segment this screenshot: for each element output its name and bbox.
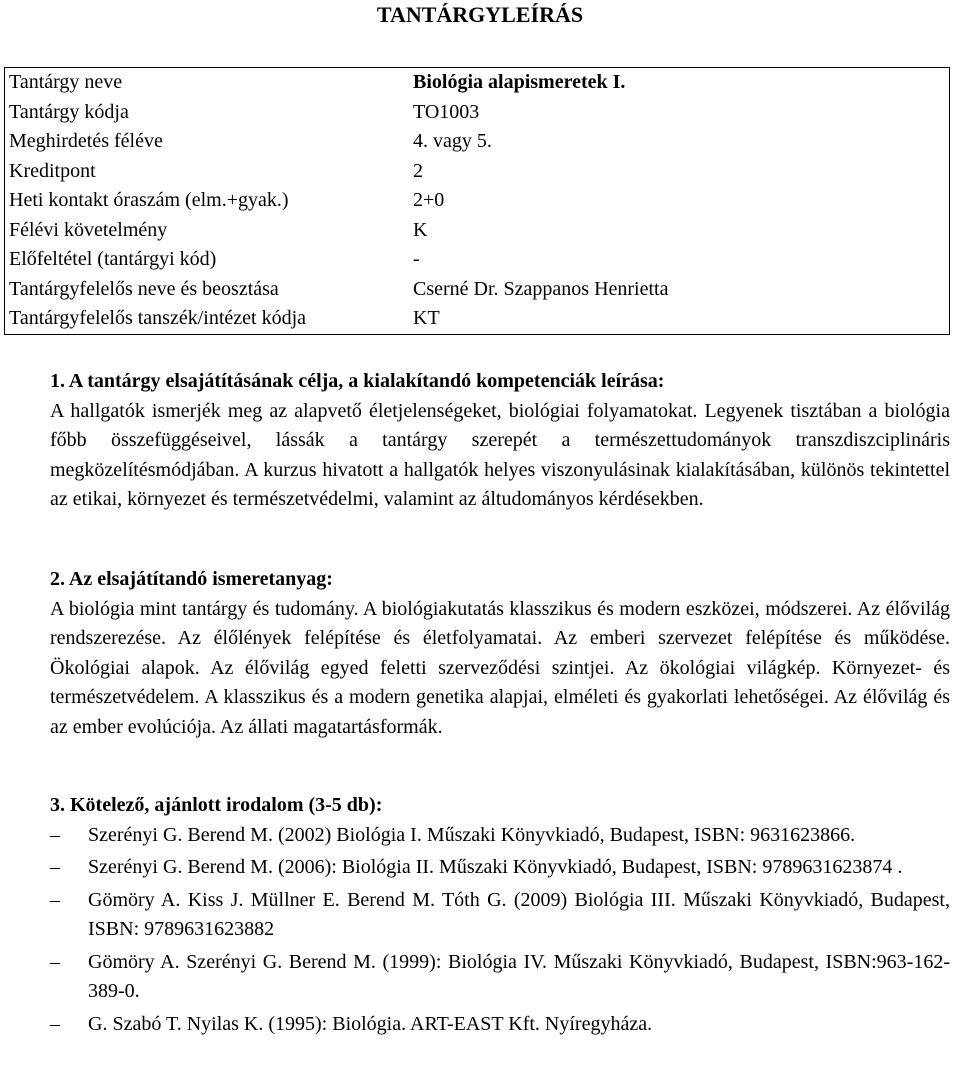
section-heading: 2. Az elsajátítandó ismeretanyag:: [50, 568, 333, 590]
section-heading: 1. A tantárgy elsajátításának célja, a kialakítandó kompetenciák leírása:: [50, 370, 665, 392]
reference-text: Gömöry A. Szerényi G. Berend M. (1999): Biológia IV. Műszaki Könyvkiadó, Budapest, ISBN:963-162-389-0.: [88, 950, 950, 1002]
list-item: [50, 886, 950, 945]
dash-bullet: –: [50, 823, 60, 846]
info-row: [5, 216, 950, 246]
list-item: [50, 948, 950, 1007]
info-row: [5, 245, 950, 275]
info-label: Tantárgy kódja: [9, 100, 129, 123]
course-info-table: [4, 67, 950, 335]
list-item: [50, 853, 950, 883]
dash-bullet: –: [50, 950, 60, 973]
reference-text: G. Szabó T. Nyilas K. (1995): Biológia. ART-EAST Kft. Nyíregyháza.: [88, 1012, 653, 1035]
info-row: [5, 68, 950, 98]
dash-bullet: –: [50, 1012, 60, 1035]
info-value: Biológia alapismeretek I.: [413, 71, 626, 93]
section-text: A biológia mint tantárgy és tudomány. A biológiakutatás klasszikus és modern eszközei, módszerei. Az élővilág rendszerezése. Az élőlények felépítése és életfolyamatai. Az emberi szervezet felépítése és működése. Ökológiai alapok. Az élővilág egyed feletti szerveződési szintjei. Az ökológiai világkép. Környezet- és természetvédelem. A klasszikus és a modern genetika alapjai, elméleti és gyakorlati lehetőségei. Az élővilág és az ember evolúciója. Az állati magatartásformák.: [50, 597, 950, 738]
info-label: Heti kontakt óraszám (elm.+gyak.): [9, 189, 289, 211]
info-label: Előfeltétel (tantárgyi kód): [9, 248, 217, 270]
reference-text: Szerényi G. Berend M. (2006): Biológia II. Műszaki Könyvkiadó, Budapest, ISBN: 9789631623874 .: [88, 856, 903, 878]
section-content: [50, 565, 950, 742]
info-label: Tantárgyfelelős tanszék/intézet kódja: [9, 307, 307, 329]
reference-text: Szerényi G. Berend M. (2002) Biológia I. Műszaki Könyvkiadó, Budapest, ISBN: 9631623866.: [88, 823, 856, 846]
info-label: Tantárgy neve: [9, 71, 123, 93]
dash-bullet: –: [50, 888, 60, 911]
section-aims: [50, 367, 950, 515]
info-row: [5, 304, 950, 334]
info-label: Tantárgyfelelős neve és beosztása: [9, 277, 279, 300]
info-row: [5, 98, 950, 128]
list-item: [50, 821, 950, 851]
reference-text: Gömöry A. Kiss J. Müllner E. Berend M. Tóth G. (2009) Biológia III. Műszaki Könyvkiadó, Budapest, ISBN: 9789631623882: [88, 888, 950, 940]
info-label: Kreditpont: [9, 159, 96, 182]
info-row: [5, 157, 950, 187]
section-text: A hallgatók ismerjék meg az alapvető életjelenségeket, biológiai folyamatokat. Legyenek tisztában a biológia főbb összefüggéseivel, lássák a tantárgy szerepét a természettudományok transzdiszciplináris megközelítésmódjában. A kurzus hivatott a hallgatók helyes viszonyulásinak kialakításában, különös tekintettel az etikai, környezet és természetvédelmi, valamint az áltudományos kérdésekben.: [50, 399, 950, 510]
info-row: [5, 127, 950, 157]
literature-list: [50, 821, 950, 1040]
info-value: K: [413, 218, 428, 241]
section-heading: 3. Kötelező, ajánlott irodalom (3-5 db):: [50, 794, 383, 816]
info-value: 2: [413, 159, 423, 182]
info-value: KT: [413, 307, 440, 329]
info-label: Meghirdetés féléve: [9, 130, 163, 152]
document-title: TANTÁRGYLEÍRÁS: [376, 2, 584, 27]
info-value: -: [413, 248, 420, 270]
info-label: Félévi követelmény: [9, 218, 168, 241]
section-literature: [50, 791, 950, 1042]
dash-bullet: –: [50, 856, 60, 878]
list-item: [50, 1010, 950, 1040]
info-value: 4. vagy 5.: [413, 130, 492, 152]
info-row: [5, 186, 950, 216]
info-value: 2+0: [413, 189, 445, 211]
info-row: [5, 275, 950, 305]
info-value: Cserné Dr. Szappanos Henrietta: [413, 277, 669, 300]
info-value: TO1003: [413, 100, 480, 123]
